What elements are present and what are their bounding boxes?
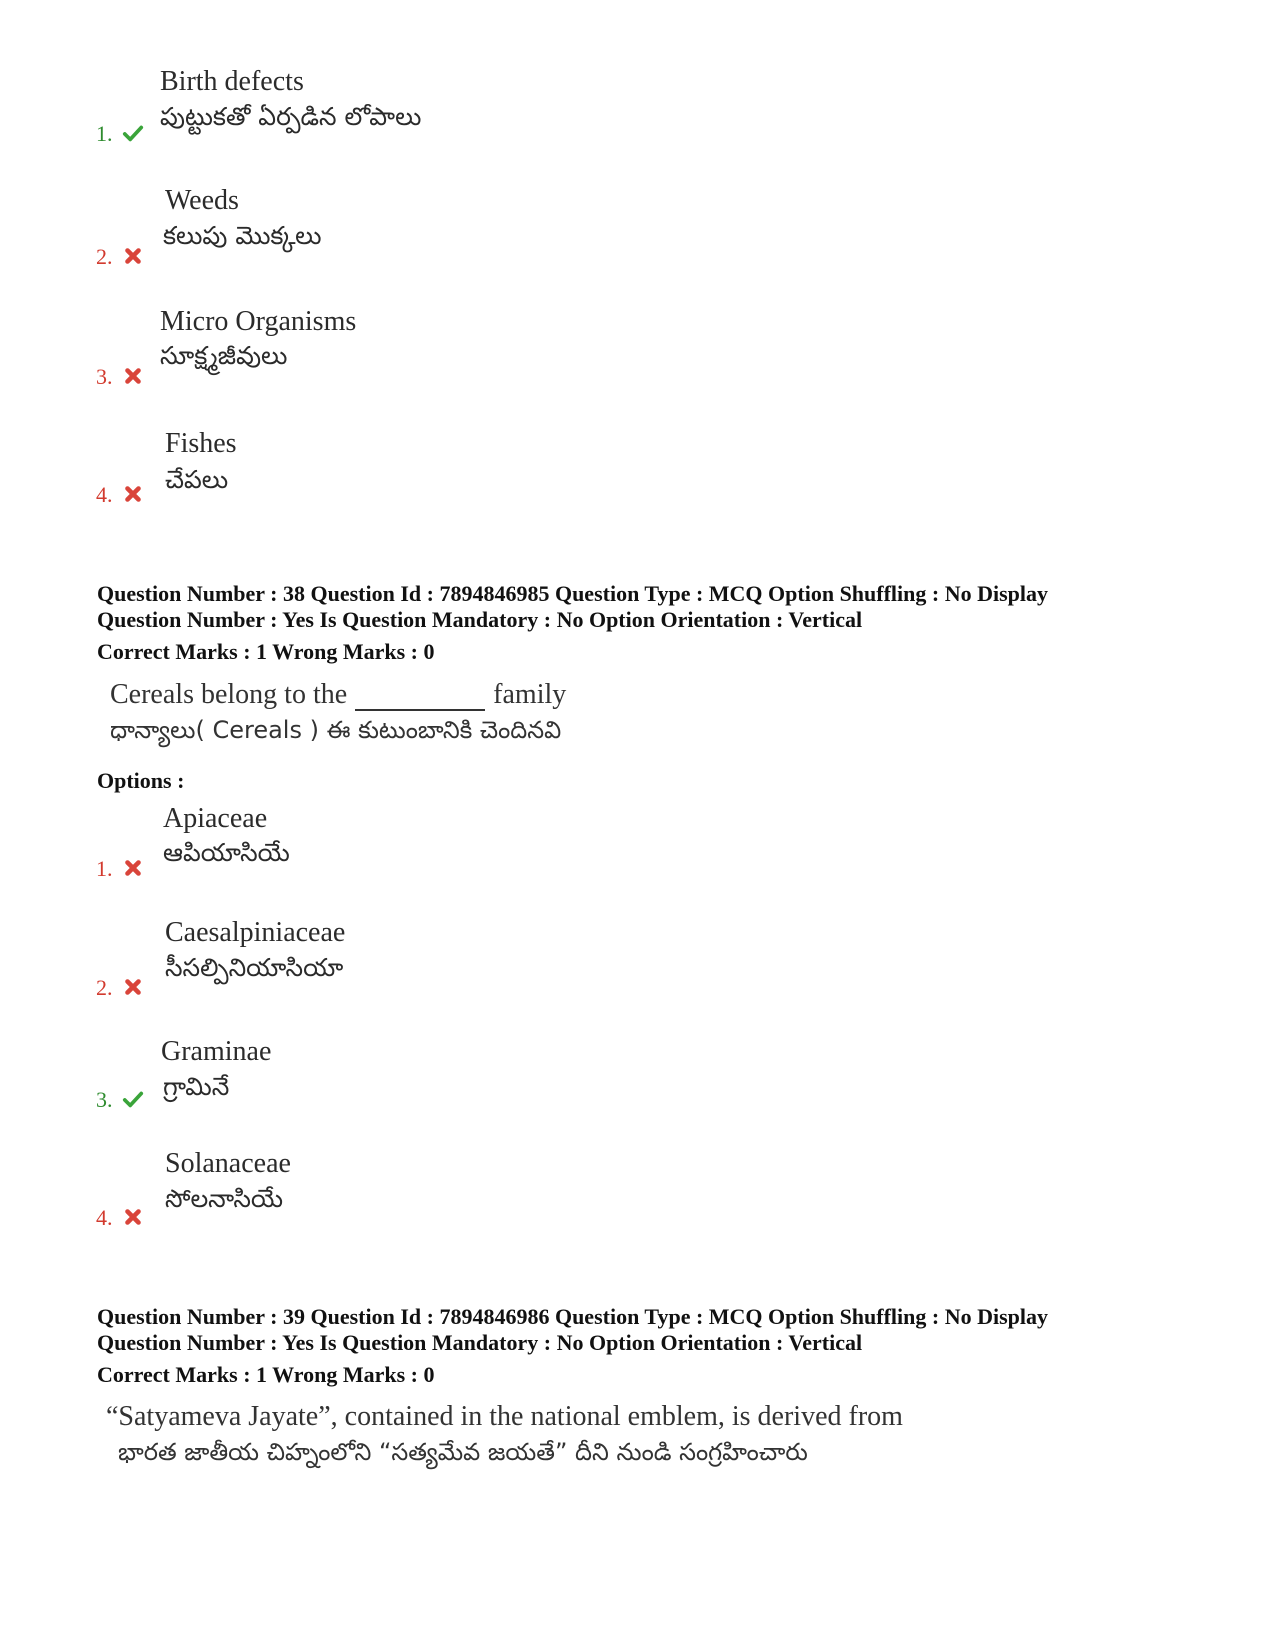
option-number: 4. (96, 482, 113, 507)
q38-marks: Correct Marks : 1 Wrong Marks : 0 (97, 639, 435, 664)
option-number: 1. (96, 121, 113, 146)
q38-blank (355, 683, 485, 711)
q38-text-after: family (493, 679, 567, 710)
option-1-english: Birth defects (160, 66, 304, 97)
q39-meta-line-1: Question Number : 39 Question Id : 7894846986 Question Type : MCQ Option Shuffling : No Display (97, 1304, 1049, 1329)
option-4-marker (96, 483, 144, 507)
q38-text-before: Cereals belong to the (110, 679, 348, 710)
option-number: 1. (96, 856, 113, 881)
option-4-english: Fishes (165, 428, 237, 459)
q38-meta-line-1: Question Number : 38 Question Id : 7894846985 Question Type : MCQ Option Shuffling : No Display (97, 581, 1049, 606)
q39-question-english: “Satyameva Jayate”, contained in the national emblem, is derived from (106, 1401, 903, 1432)
q38-question-telugu: ధాన్యాలు( Cereals ) ఈ కుటుంబానికి చెందినవి (110, 716, 562, 744)
option-2-telugu: కలుపు మొక్కలు (163, 221, 322, 250)
q38-option-4-telugu: సోలనాసియే (165, 1184, 284, 1213)
option-3-telugu: సూక్ష్మజీవులు (160, 341, 288, 370)
cross-icon (122, 976, 144, 998)
check-icon (122, 1088, 144, 1110)
q39-marks: Correct Marks : 1 Wrong Marks : 0 (97, 1362, 435, 1387)
option-1-marker (96, 122, 144, 146)
q38-option-1-marker (96, 857, 144, 881)
check-icon (122, 122, 144, 144)
option-1-telugu: పుట్టుకతో ఏర్పడిన లోపాలు (160, 102, 422, 131)
cross-icon (122, 1206, 144, 1228)
option-2-marker (96, 245, 144, 269)
option-number: 3. (96, 364, 113, 389)
option-number: 3. (96, 1087, 113, 1112)
cross-icon (122, 857, 144, 879)
option-3-english: Micro Organisms (160, 306, 357, 337)
q38-question-english (110, 679, 566, 711)
cross-icon (122, 483, 144, 505)
option-4-telugu: చేపలు (165, 465, 229, 494)
option-number: 2. (96, 975, 113, 1000)
q38-option-2-telugu: సీసల్పినియాసియా (165, 953, 344, 982)
option-3-marker (96, 365, 144, 389)
q38-option-1-english: Apiaceae (163, 803, 268, 834)
q38-option-3-marker (96, 1088, 144, 1112)
q38-meta-line-2: Question Number : Yes Is Question Mandatory : No Option Orientation : Vertical (97, 607, 863, 632)
option-2-english: Weeds (165, 185, 239, 216)
q38-option-3-english: Graminae (161, 1036, 272, 1067)
q38-option-3-telugu: గ్రామినే (163, 1072, 230, 1101)
q38-option-4-english: Solanaceae (165, 1148, 291, 1179)
cross-icon (122, 365, 144, 387)
q38-option-1-telugu: ఆపియాసియే (163, 838, 290, 867)
cross-icon (122, 245, 144, 267)
q38-option-4-marker (96, 1206, 144, 1230)
q38-option-2-english: Caesalpiniaceae (165, 917, 346, 948)
q38-option-2-marker (96, 976, 144, 1000)
q39-meta-line-2: Question Number : Yes Is Question Mandatory : No Option Orientation : Vertical (97, 1330, 863, 1355)
option-number: 2. (96, 244, 113, 269)
q39-question-telugu: భారత జాతీయ చిహ్నంలోని “సత్యమేవ జయతే” దీని నుండి సంగ్రహించారు (118, 1438, 808, 1466)
q38-options-label: Options : (97, 768, 185, 793)
option-number: 4. (96, 1205, 113, 1230)
